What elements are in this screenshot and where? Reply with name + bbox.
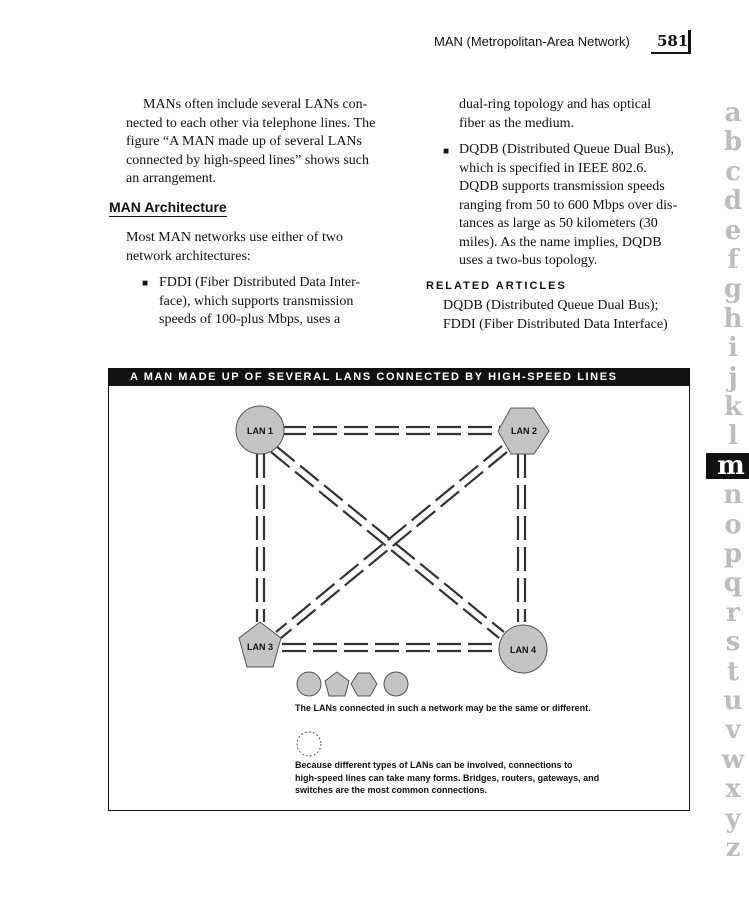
caption-line: Because different types of LANs can be involved, connections to [295, 760, 573, 770]
running-title: MAN (Metropolitan-Area Network) [434, 34, 630, 49]
text-line: miles). As the name implies, DQDB [459, 234, 662, 250]
alpha-index-d[interactable]: d [723, 186, 743, 217]
figure-caption-1: The LANs connected in such a network may be the same or different. [295, 703, 591, 713]
alpha-index-r[interactable]: r [726, 597, 740, 628]
lan1-label: LAN 1 [246, 426, 274, 436]
related-link-dqdb[interactable]: DQDB (Distributed Queue Dual Bus); [443, 298, 659, 313]
intro-line: nected to each other via telephone lines. The [126, 115, 376, 131]
caption-line: switches are the most common connections. [295, 785, 488, 795]
related-articles-list [443, 297, 703, 334]
lan2-label: LAN 2 [510, 426, 538, 436]
alpha-index-o[interactable]: o [724, 509, 742, 540]
alpha-index-t[interactable]: t [726, 656, 739, 687]
related-link-fddi[interactable]: FDDI (Fiber Distributed Data Interface) [443, 316, 668, 332]
connection-placeholder-icon [297, 732, 321, 756]
text-line: DQDB (Distributed Queue Dual Bus), [459, 142, 675, 157]
lan3-label: LAN 3 [246, 642, 274, 652]
legend-hexagon-icon [351, 673, 377, 696]
link-lan1-lan4 [271, 452, 499, 638]
figure-caption-2 [295, 759, 599, 797]
bullet-fddi-icon: ■ [142, 278, 149, 289]
alpha-index-h[interactable]: h [723, 303, 743, 334]
intro-line: connected by high-speed lines” shows such [126, 152, 369, 168]
alpha-index-l[interactable]: l [728, 421, 738, 452]
alpha-index-s[interactable]: s [725, 627, 741, 658]
alpha-index-b[interactable]: b [723, 127, 743, 158]
dqdb-item [459, 141, 703, 271]
text-line: face), which supports transmission [159, 293, 354, 309]
bullet-dqdb-icon: ■ [443, 146, 450, 157]
alpha-index-p[interactable]: p [723, 539, 743, 569]
alpha-index-x[interactable]: x [725, 774, 741, 805]
text-line: Most MAN networks use either of two [126, 230, 343, 245]
architecture-intro [126, 229, 402, 266]
legend-circle-icon [297, 672, 321, 696]
text-line: tances as large as 50 kilometers (30 [459, 216, 658, 231]
text-line: uses a two-bus topology. [459, 253, 598, 268]
alpha-index-g[interactable]: g [723, 274, 743, 305]
alpha-index-j[interactable]: j [728, 362, 738, 393]
intro-line: figure “A MAN made up of several LANs [126, 134, 362, 149]
alpha-index-c[interactable]: c [725, 156, 741, 187]
text-line: speeds of 100-plus Mbps, uses a [159, 312, 341, 327]
alpha-index-i[interactable]: i [728, 333, 738, 364]
man-network-diagram [108, 386, 690, 811]
text-line: network architectures: [126, 248, 251, 264]
fddi-item [159, 274, 409, 330]
caption-line: high-speed lines can take many forms. Bridges, routers, gateways, and [295, 772, 600, 783]
text-line: ranging from 50 to 600 Mbps over dis- [459, 197, 678, 213]
alpha-index-n[interactable]: n [723, 480, 743, 511]
alpha-index-u[interactable]: u [723, 686, 743, 716]
related-articles-heading: RELATED ARTICLES [426, 280, 567, 292]
intro-line: an arrangement. [126, 171, 217, 186]
header-rule-vertical [688, 30, 691, 54]
alpha-index-v[interactable]: v [725, 715, 741, 746]
alpha-index-f[interactable]: f [727, 245, 739, 275]
alpha-index-q[interactable]: q [723, 568, 743, 599]
legend-circle-icon [384, 672, 408, 696]
fddi-item-continued [459, 96, 703, 133]
alpha-index-m[interactable]: m [706, 453, 749, 479]
intro-paragraph [109, 96, 409, 189]
intro-line: MANs often include several LANs con- [143, 97, 368, 112]
alpha-index-w[interactable]: w [721, 744, 745, 775]
link-lan2-lan3 [281, 452, 507, 638]
text-line: DQDB supports transmission speeds [459, 179, 665, 194]
alpha-index-k[interactable]: k [723, 392, 742, 422]
legend-pentagon-icon [325, 672, 349, 696]
alpha-index-y[interactable]: y [725, 803, 741, 834]
lan4-label: LAN 4 [509, 645, 537, 655]
header-rule-horizontal [651, 52, 691, 54]
text-line: dual-ring topology and has optical [459, 97, 652, 112]
section-heading: MAN Architecture [109, 199, 227, 215]
alpha-index-z[interactable]: z [725, 833, 741, 863]
alpha-index-e[interactable]: e [724, 215, 742, 246]
text-line: FDDI (Fiber Distributed Data Inter- [159, 275, 361, 290]
page-number: 581 [657, 32, 689, 50]
text-line: fiber as the medium. [459, 115, 575, 131]
alpha-index-a[interactable]: a [724, 98, 742, 128]
connections [257, 427, 525, 651]
text-line: which is specified in IEEE 802.6. [459, 160, 647, 176]
legend-shapes [297, 672, 408, 696]
figure-title: A MAN MADE UP OF SEVERAL LANS CONNECTED BY HIGH-SPEED LINES [108, 368, 690, 386]
